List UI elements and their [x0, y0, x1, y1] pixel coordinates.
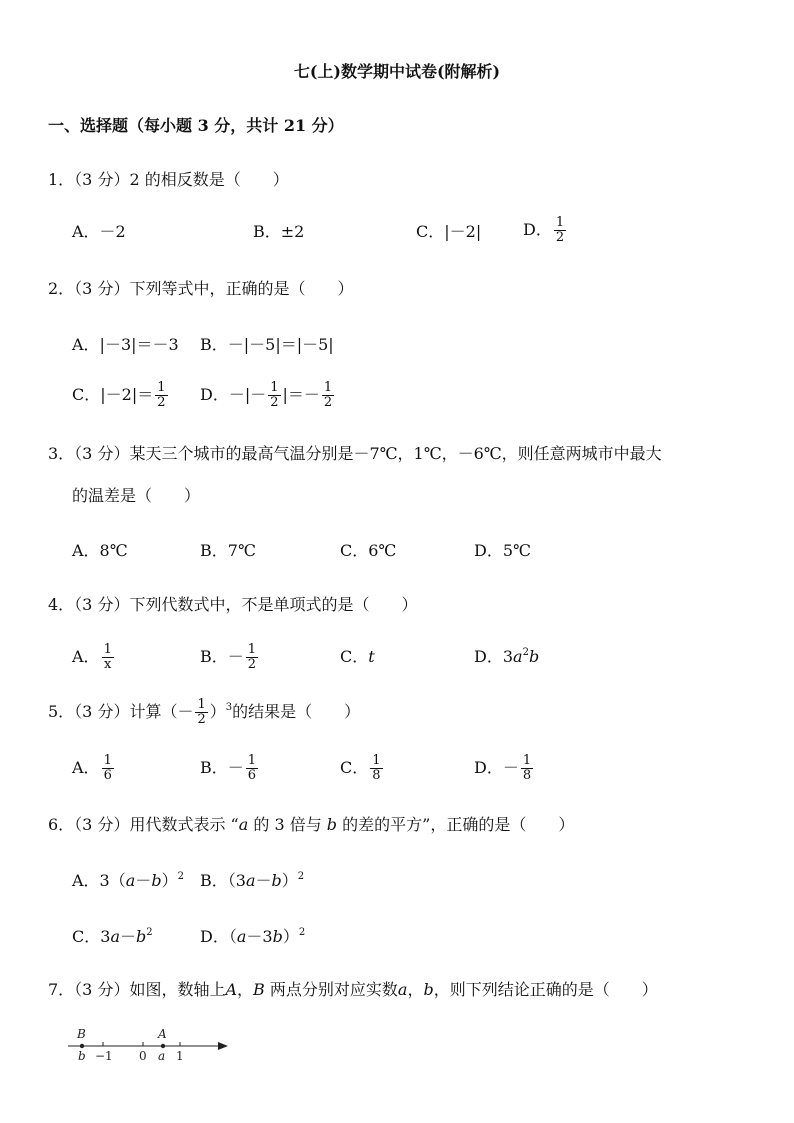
number-line-figure — [60, 1022, 240, 1070]
q2-option-b: B．－|－5|＝|－5| — [200, 335, 334, 354]
fraction: $\frac{1}{8}$ — [372, 753, 381, 783]
q2-option-c — [72, 381, 170, 410]
fraction: $\frac{1}{2}$ — [197, 697, 206, 727]
point-b — [80, 1044, 84, 1048]
question-5-stem: 5．（3 分）计算（－ $\frac{1}{2}$ ）$^3$的结果是（ ） — [48, 697, 361, 727]
question-6-stem: 6．（3 分）用代数式表示 “a 的 3 倍与 b 的差的平方”，正确的是（ ） — [48, 815, 575, 834]
q2-option-c-label: C．|－2|＝ — [72, 385, 154, 404]
q5-option-c: C． $\frac{1}{8}$ — [340, 753, 381, 783]
q2-option-d-label: D．－|－ — [200, 385, 267, 404]
q1-option-d — [523, 216, 568, 245]
q2-option-a: A．|－3|＝－3 — [72, 335, 179, 354]
arrow-right-icon — [218, 1042, 228, 1050]
fraction: $\frac{1}{2}$ — [247, 642, 257, 672]
question-4-stem: 4．（3 分）下列代数式中，不是单项式的是（ ） — [48, 595, 418, 614]
question-3-stem-line1: 3．（3 分）某天三个城市的最高气温分别是－7℃，1℃，－6℃，则任意两城市中最大 — [48, 444, 662, 463]
point-a — [161, 1044, 165, 1048]
label-B: B — [77, 1027, 86, 1041]
fraction: $\frac{1}{2}$ — [157, 380, 166, 410]
fraction: $\frac{1}{6}$ — [247, 753, 257, 783]
q6-option-d: D．$(a-3b)^2$ — [200, 927, 306, 946]
q3-option-c: C．6℃ — [340, 541, 397, 560]
q6-option-a: A．$3(a-b)^2$ — [72, 871, 184, 890]
q3-option-b: B．7℃ — [200, 541, 256, 560]
fraction: $\frac{1}{6}$ — [103, 753, 112, 783]
q5-option-d: D．－ $\frac{1}{8}$ — [474, 753, 532, 783]
label-b: b — [78, 1049, 86, 1063]
q6-option-b: B．$(3a-b)^2$ — [200, 871, 305, 890]
question-7-stem: 7．（3 分）如图，数轴上A，B 两点分别对应实数a，b，则下列结论正确的是（ ） — [48, 980, 658, 999]
fraction: $\frac{1}{2}$ — [270, 380, 279, 410]
q4-option-a: A． $\frac{1}{x}$ — [72, 642, 112, 672]
q1-option-d-label: D． — [523, 220, 552, 239]
question-3-stem-line2: 的温差是（ ） — [72, 486, 201, 505]
q4-option-d: D．$3a^2b$ — [474, 647, 540, 666]
q3-option-d: D．5℃ — [474, 541, 531, 560]
fraction: $\frac{1}{x}$ — [103, 642, 112, 672]
q2-option-d: D．－|－ $\frac{1}{2}$ |＝－ $\frac{1}{2}$ — [200, 380, 333, 410]
label-neg1: −1 — [95, 1049, 113, 1063]
label-1: 1 — [176, 1049, 184, 1063]
label-A: A — [158, 1027, 167, 1041]
fraction: $\frac{1}{8}$ — [522, 753, 532, 783]
q4-option-b: B．－ $\frac{1}{2}$ — [200, 642, 257, 672]
q5-option-b: B．－ $\frac{1}{6}$ — [200, 753, 257, 783]
q3-option-a: A．8℃ — [72, 541, 128, 560]
q4-option-c: C．t — [340, 647, 375, 666]
label-0: 0 — [139, 1049, 147, 1063]
q1-option-a: A．－2 — [72, 222, 126, 241]
q1-option-c: C．|－2| — [416, 222, 482, 241]
question-1-stem: 1．（3 分）2 的相反数是（ ） — [48, 170, 289, 189]
q1-option-b: B．±2 — [253, 222, 305, 241]
fraction: $\frac{1}{2}$ — [323, 380, 333, 410]
q5-option-a: A． $\frac{1}{6}$ — [72, 753, 112, 783]
question-2-stem: 2．（3 分）下列等式中，正确的是（ ） — [48, 279, 354, 298]
page-title: 七(上)数学期中试卷(附解析) — [293, 62, 501, 81]
label-a: a — [158, 1049, 166, 1063]
fraction: $\frac{1}{2}$ — [555, 215, 565, 245]
q6-option-c: C．$3a-b^2$ — [72, 927, 153, 946]
section-heading: 一、选择题（每小题 3 分，共计 21 分） — [48, 116, 344, 135]
